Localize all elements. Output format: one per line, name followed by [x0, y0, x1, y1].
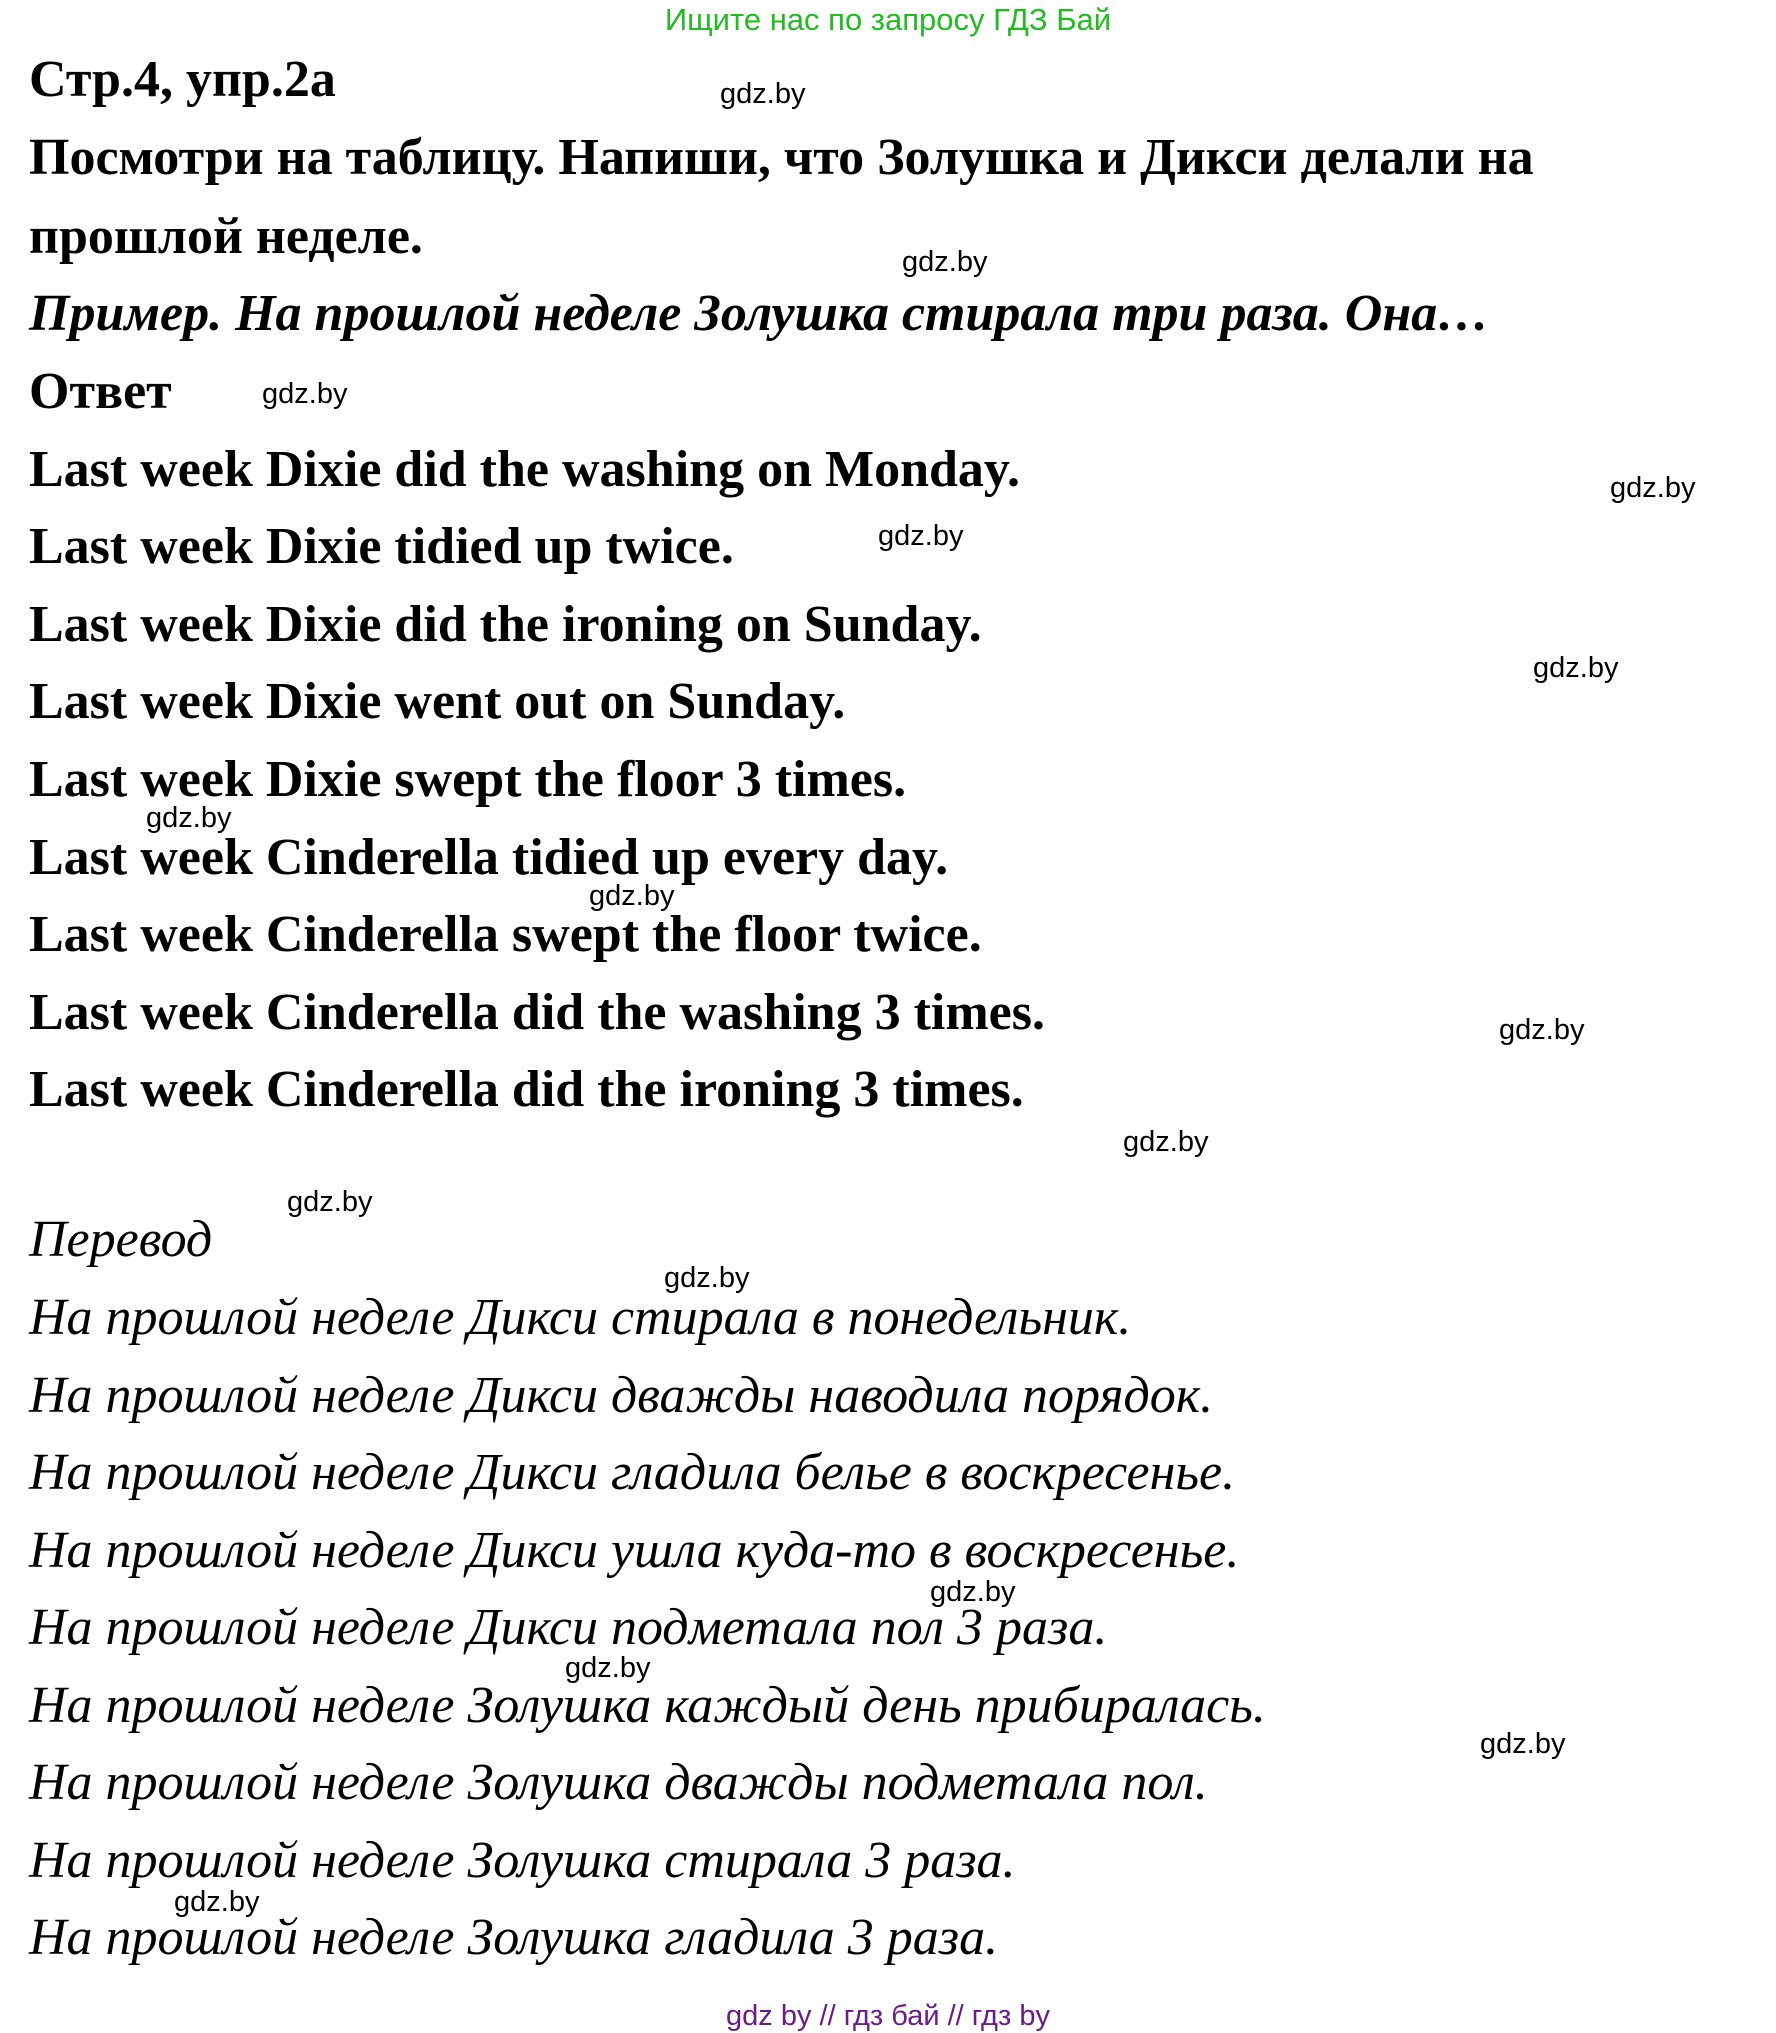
watermark: gdz.by: [720, 78, 806, 110]
translation-line: На прошлой неделе Дикси гладила белье в воскресенье.: [29, 1444, 1236, 1501]
watermark: gdz.by: [1533, 652, 1619, 684]
answer-heading: Ответ: [29, 363, 172, 420]
watermark: gdz.by: [664, 1262, 750, 1294]
footer-links: gdz by // гдз бай // гдз by: [726, 2000, 1050, 2032]
translation-line: На прошлой неделе Золушка дважды подметала пол.: [29, 1754, 1208, 1811]
translation-heading: Перевод: [29, 1211, 213, 1268]
translation-line: На прошлой неделе Золушка гладила 3 раза.: [29, 1909, 999, 1966]
answer-line: Last week Cinderella swept the floor twice.: [29, 906, 982, 963]
translation-line: На прошлой неделе Дикси дважды наводила порядок.: [29, 1367, 1214, 1424]
answer-line: Last week Cinderella did the ironing 3 times.: [29, 1061, 1024, 1118]
watermark: gdz.by: [1480, 1728, 1566, 1760]
watermark: gdz.by: [146, 802, 232, 834]
answer-line: Last week Cinderella tidied up every day.: [29, 829, 949, 886]
watermark: gdz.by: [1123, 1126, 1209, 1158]
task-text-line-2: прошлой неделе.: [29, 208, 423, 265]
answer-line: Last week Dixie went out on Sunday.: [29, 673, 846, 730]
answer-line: Last week Dixie swept the floor 3 times.: [29, 751, 907, 808]
watermark: gdz.by: [565, 1652, 651, 1684]
watermark: gdz.by: [287, 1186, 373, 1218]
watermark: gdz.by: [1610, 472, 1696, 504]
watermark: gdz.by: [1499, 1014, 1585, 1046]
answer-line: Last week Dixie did the washing on Monday.: [29, 441, 1021, 498]
watermark: gdz.by: [902, 246, 988, 278]
translation-line: На прошлой неделе Дикси подметала пол 3 раза.: [29, 1599, 1108, 1656]
answer-line: Last week Dixie did the ironing on Sunday.: [29, 596, 982, 653]
example-text: Пример. На прошлой неделе Золушка стирала три раза. Она…: [29, 285, 1490, 342]
watermark: gdz.by: [589, 880, 675, 912]
answer-line: Last week Dixie tidied up twice.: [29, 518, 734, 575]
watermark: gdz.by: [174, 1886, 260, 1918]
task-text-line-1: Посмотри на таблицу. Напиши, что Золушка и Дикси делали на: [29, 129, 1534, 186]
answer-line: Last week Cinderella did the washing 3 times.: [29, 984, 1045, 1041]
translation-line: На прошлой неделе Золушка стирала 3 раза.: [29, 1832, 1016, 1889]
exercise-title: Стр.4, упр.2а: [29, 51, 336, 108]
watermark: gdz.by: [930, 1576, 1016, 1608]
translation-line: На прошлой неделе Золушка каждый день прибиралась.: [29, 1677, 1266, 1734]
watermark: gdz.by: [878, 520, 964, 552]
translation-line: На прошлой неделе Дикси ушла куда-то в воскресенье.: [29, 1522, 1240, 1579]
watermark: gdz.by: [262, 378, 348, 410]
translation-line: На прошлой неделе Дикси стирала в понедельник.: [29, 1289, 1132, 1346]
search-banner: Ищите нас по запросу ГДЗ Бай: [664, 2, 1112, 37]
